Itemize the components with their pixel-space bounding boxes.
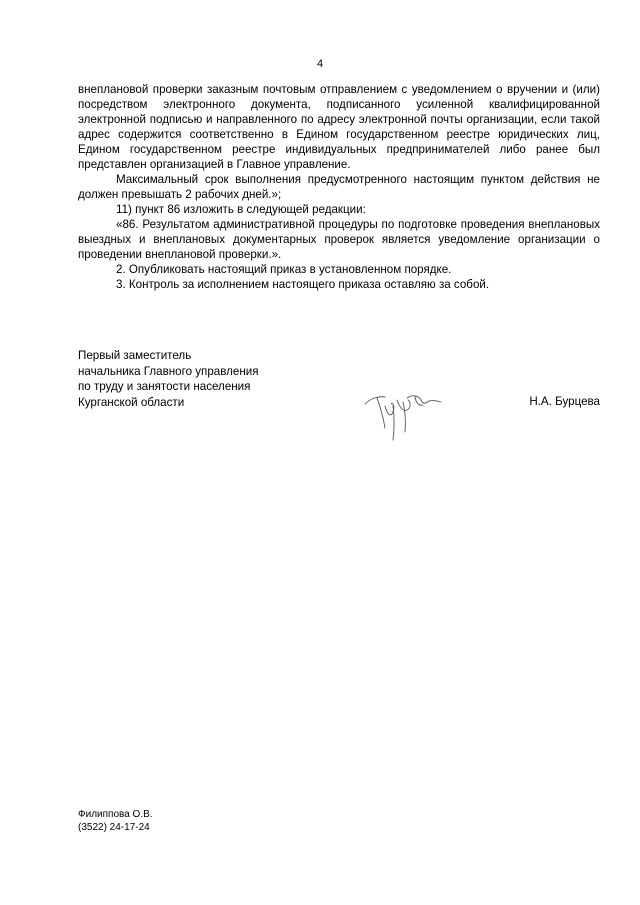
executor-phone: (3522) 24-17-24 [78, 822, 150, 833]
paragraph-max-term: Максимальный срок выполнения предусмотренного настоящим пунктом действия не должен превышать 2 рабочих дней.»; [78, 173, 600, 201]
signer-position-line: Первый заместитель [78, 349, 192, 362]
signer-position [78, 348, 338, 410]
paragraph-item-11: 11) пункт 86 изложить в следующей редакции: [116, 203, 366, 216]
signer-position-line: по труду и занятости населения [78, 380, 251, 393]
paragraph-item-86: «86. Результатом административной процедуры по подготовке проведения внеплановых выездных и внеплановых документарных проверок является уведомление организации о проведении внеплановой проверки.». [78, 218, 600, 261]
signer-name: Н.А. Бурцева [529, 395, 600, 408]
document-body [78, 82, 600, 292]
handwritten-signature [363, 384, 443, 442]
signer-position-line: Курганской области [78, 395, 185, 409]
executor-name: Филиппова О.В. [78, 809, 153, 820]
paragraph-control: 3. Контроль за исполнением настоящего приказа оставляю за собой. [116, 278, 490, 291]
signer-position-line: начальника Главного управления [78, 364, 259, 378]
page-number: 4 [316, 58, 324, 70]
signature-block [78, 348, 600, 448]
executor-info [78, 808, 153, 834]
paragraph-publish: 2. Опубликовать настоящий приказ в установленном порядке. [116, 263, 452, 276]
paragraph-continuation: внеплановой проверки заказным почтовым отправлением с уведомлением о вручении и (или) посредством электронного документа, подписанного усиленной квалифицированной электронной подписью и направленного по адресу электронной почты организации, если такой адрес содержится соответственно в Едином государственном реестре юридических лиц, Едином государственном реестре индивидуальных предпринимателей либо ранее был представлен организацией в Главное управление. [78, 83, 600, 171]
